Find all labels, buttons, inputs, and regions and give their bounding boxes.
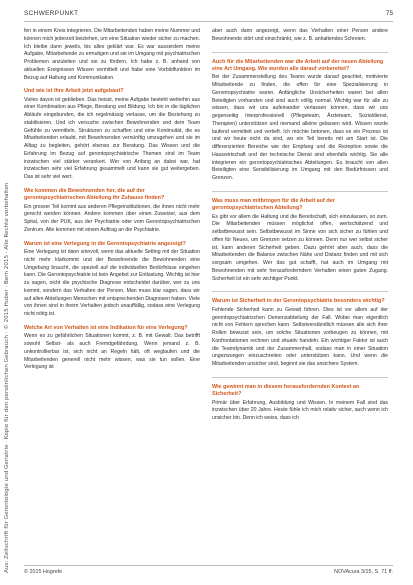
- interview-question: Warum ist Sicherheit in der Gerontopsychiatrie besonders wichtig?: [212, 298, 385, 305]
- header-divider: [24, 21, 393, 22]
- footer-copyright: © 2015 Hogrefe: [24, 569, 63, 575]
- interview-question: Auch für die Mitarbeitenden war die Arbeit auf der neuen Abteilung eine Art Umgang. Wie wurden alle darauf vorbereitet?: [212, 58, 384, 72]
- page-footer: [24, 569, 393, 579]
- answer-paragraph: Wenn es zu gefährlichen Situationen kommt, z. B. mit Gewalt. Das betrifft sowohl Selbst- als auch Fremdgefährdung. Wenn jemand z. B. unkontrollierbar ist, sich nicht an Regeln hält, oft weglaufen und die Mitarbeitenden generell nicht mehr wissen, was sie tun sollen. Eine Verlegung ist: [24, 333, 200, 371]
- answer-paragraph: Bei der Zusammenstellung des Teams wurde darauf geachtet, motivierte Mitarbeitende zu finden, die offen für eine Spezialisierung in Gerontopsychiatrie waren. Anfängliche Unsicherheiten waren bei allen Beteiligten vorhanden und sind auch völlig normal. Wichtig war für alle zu wissen, dass wir uns aufeinander verlassen können, dass wir uns gegenseitig Interprofessionell (Pflegeteam, Ärzteteam, Sozialdienst, Therapien) unterstützen und niemand alleine gelassen wird. Wissen wurde laufend vermittelt und vertieft. Ich möchte betonen, dass es ein Prozess ist und wir heute nicht da sind, wo ein Teil bereits mit am Start ist. Die differenzierten Bereiche wie der Empfang und die Rezeption sowie die Hauswirtschaft und der technische Dienst sind ebenfalls wichtig. Sie alle integrieren ein gerontopsychiatrisches Abteilungen. Es braucht von allen Beteiligten eine Sensibilisierung im Umgang mit den Bedürfnissen und Grenzen.: [212, 74, 388, 182]
- page-number: 75: [385, 10, 393, 17]
- interview-question: Und wie ist Ihre Arbeit jetzt aufgebaut?: [24, 88, 124, 95]
- section-divider: [212, 291, 388, 292]
- footer-divider: [24, 565, 393, 566]
- answer-paragraph: Es gibt vor allem die Haltung und die Bereitschaft, sich einzulassen, so zum. Die Mitarbeitenden müssen möglichst offen, wertschätzend und selbstbewusst sein. Selbstbewusst im Sinne von sich sicher zu fühlen und offen für Neues, um Grenzen setzen zu können. Denn nur wer selbst sicher ist, kann anderen Sicherheit geben. Dazu gehört aber auch, dass die Mitarbeitenden die Balance zwischen Nähe und Distanz finden und mit sich sorgsam umgehen. Wer das gut schafft, hat auch im Umgang mit Bewohnenden mit sehr herausforderndem Verhalten einen guten Zugang. Sicherheit ist ein sehr wichtiger Punkt.: [212, 213, 388, 282]
- interview-question: Wie kommen die Bewohnenden her, die auf der gerontopsychiatrischen Abteilung ihr Zuhause finden?: [24, 187, 165, 202]
- answer-paragraph: Vieles davon ist geblieben. Das heisst, meine Aufgabe besteht weiterhin aus einer Kombination aus Pflege, Beratung und Bildung. Ich bin in die täglichen Abläufe eingebunden, die ich regelmässig verlasse, um die Beziehung zu stabilisieren. Und ich versuche zwischen Bewohnenden und dem Team Gefühle zu vermitteln. Strukturen zu schaffen und eine Kontinuität, die es Mitarbeitenden erlaubt, mit Bewohnenden vernünftig umzugehen und sie im Alltag zu begleiten, gehört ebenso zur Beratung. Das Wissen und die Erfahrung im Bezug auf gerontopsychiatrische Themen sind im Team inzwischen viel stärker verankert. Wer von Anfang an dabei war, hat inzwischen sehr viel Erfahrung gesammelt und kann sie gut weitergeben. Das ist sehr viel wert.: [24, 96, 200, 181]
- section-divider: [212, 52, 388, 53]
- side-copyright-strip: [2, 0, 12, 585]
- left-column: [24, 28, 200, 558]
- answer-paragraph: fen in einem Kreis integrieren. Die Mitarbeitenden haben meine Nummer und können mich jederzeit beiziehen, um eine Situation wieder sicher zu machen. Ich bleibe dann jeweils, bis alles geklärt war. Es war ausserdem meine Aufgabe, Mitarbeitende zu ermutigen und sie im Umgang mit psychiatrischen Problemen anzuleiten und sie zu fördern. Ich habe z. B. anhand von aktuellen Ereignissen Wissen vermittelt und habe eine Vorbildfunktion im Bezug auf Haltung und Kommunikation.: [24, 28, 200, 81]
- section-divider: [212, 377, 388, 378]
- interview-question: Welche Art von Verhalten ist eine Indikation für eine Verlegung?: [24, 324, 188, 331]
- answer-paragraph: aber auch dann angezeigt, wenn das Verhalten einer Person andere Bewohnende stört und einschränkt, wie z. B. anhaltendes Schreien.: [212, 28, 388, 42]
- interview-question: Was muss man mitbringen für die Arbeit auf der gerontopsychiatrischen Abteilung?: [212, 197, 335, 212]
- answer-paragraph: Fehlende Sicherheit kann zu Gewalt führen. Dies ist vor allem auf der gerontopsychiatrischen Demenzabteilung der Fall. Wobei man eigentlich nicht von Fehlern sprechen kann. Selbstverständlich müssen alle sich ihrer Rollen bewusst sein, um solche Situationen vorbeugen zu können, mit Konfrontationen rechnen und situativ handeln. Ein wichtiger Faktor ist auch die Teamdynamik und der Zusammenhalt, sodass man in einer Situation ungezwungen einzuschreiten oder unterstützen kann. Und wenn die Mitarbeitenden unsicher sind, beginnt sie das unsichere System.: [212, 306, 388, 368]
- footer-citation: NOVAcura 3/15, S. 71 ff.: [334, 569, 393, 575]
- answer-paragraph: Ein grosser Teil kommt aus anderen Pflegeinstitutionen, die ihnen nicht mehr gerecht werden können. Andere kommen über einen Zuweiser, aus dem Spital, von der PUK, aus der Psychiatrie oder vom Gerontopsychiatrischen Zentrum. Alle kommen mit einem Auftrag an die Psychiatrie.: [24, 203, 200, 233]
- answer-paragraph: Eine Verlegung ist dann sinnvoll, wenn das aktuelle Setting mit der Situation nicht mehr klarkommt und der Bewohnende die Bewohnenden eine Umgebung braucht, die speziell auf die individuellen Bedürfnisse eingehen kann. Die Gerontopsychiatrie ist kein Angebot zur Entlastung. Wichtig ist hier zu sagen, nicht die psychische Diagnose entscheidet darüber, wer zu uns kommt, sondern das Verhalten der Person. Man muss klar sagen, dass wir auf allen Abteilungen Menschen mit entsprechenden Diagnosen haben. Viele von ihnen sind in ihrem Verhalten jedoch unauffällig, sodass eine Verlegung nicht nötig ist.: [24, 249, 200, 318]
- interview-question: Wie gewinnt man in diesem herausfordernden Kontext an Sicherheit?: [212, 383, 360, 398]
- section-title: SCHWERPUNKT: [24, 10, 79, 17]
- section-divider: [212, 191, 388, 192]
- right-column: [212, 28, 388, 558]
- answer-paragraph: Primär über Erfahrung, Ausbildung und Wissen. In meinem Fall sind das inzwischen über 20 Jahre. Heute fühle ich mich relativ sicher, auch wenn ich unsicher bin. Denn ich weiss, dass ich: [212, 399, 388, 422]
- side-copyright-text: Aus: Zeitschrift für Gerontologie und Geriatrie · Kopie für den persönlichen Gebrauch · © 2015 Huber · Bern 2015 · Alle Rechte vorbehalten: [4, 182, 10, 573]
- interview-question: Warum ist eine Verlegung in die Gerontopsychiatrie angezeigt?: [24, 240, 186, 247]
